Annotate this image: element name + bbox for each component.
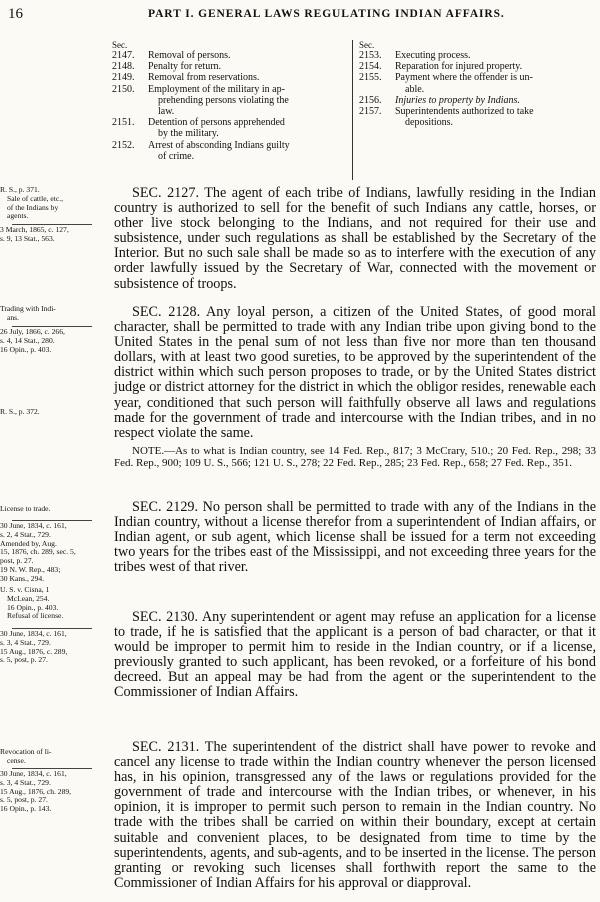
margin-citation-2127 (0, 224, 108, 244)
index-entry (112, 117, 344, 139)
margin-line: 30 June, 1834, c. 161, (0, 629, 67, 638)
index-title-line: Injuries to property by Indians. (395, 94, 520, 106)
margin-line: s. 3, 4 Stat., 729. (0, 777, 51, 787)
section-2130-text: SEC. 2130. Any superintendent or agent may refuse an application for a license to trade, if he is satisfied that the applicant is a person of bad character, or that it would be improper to permit him to reside in the Indian country, or if a license, previously granted to such applicant, has been revoked, or a forfeiture of his bond decreed. But an appeal may be had from the agent or the superintendent to the Commissioner of Indian Affairs. (114, 609, 596, 701)
margin-line: Amended by, Aug. (0, 538, 57, 548)
margin-line: of the Indians by (7, 202, 59, 212)
index-entry (359, 95, 600, 106)
index-entry (112, 50, 344, 61)
index-title-line: Reparation for injured property. (395, 61, 523, 73)
margin-line: 30 June, 1834, c. 161, (0, 521, 67, 530)
index-title-line: Executing process. (395, 50, 471, 61)
sec-label: Sec. (359, 40, 375, 50)
index-entry (112, 84, 344, 118)
margin-note-trading (0, 305, 108, 323)
index-section-title (148, 50, 344, 61)
index-title-line: law. (158, 106, 175, 118)
section-2128 (114, 305, 596, 477)
margin-citation-2131 (0, 768, 108, 814)
margin-line: 26 July, 1866, c. 266, (0, 327, 65, 336)
index-entry (359, 61, 600, 72)
margin-line: s. 4, 14 Stat., 280. (0, 335, 55, 345)
margin-line: U. S. v. Cisna, 1 (0, 585, 50, 594)
index-entry (359, 50, 600, 61)
margin-line: R. S., p. 372. (0, 407, 40, 416)
section-2127-text: SEC. 2127. The agent of each tribe of Indians, lawfully residing in the Indian country is authorized to sell for the benefit of such Indians any cattle, horses, or other live stock belonging to the Indians, and not required for their use and subsistence, under such regulations as shall be established by the Secretary of the Interior. But no such sale shall be made so as to interfere with the execution of any order lawfully issued by the Secretary of War, connected with the movement or subsistence of troops. (114, 185, 596, 292)
margin-line: s. 3, 4 Stat., 729. (0, 637, 51, 647)
index-section-number: 2151. (112, 117, 135, 129)
margin-line: s. 5, post, p. 27. (0, 795, 48, 805)
margin-citation-2128 (0, 326, 108, 354)
margin-line: Sale of cattle, etc., (7, 193, 64, 203)
margin-line: s. 5, post, p. 27. (0, 655, 48, 665)
margin-line: 16 Opin., p. 403. (7, 602, 59, 612)
index-entry (112, 61, 344, 72)
index-section-number: 2147. (112, 50, 135, 61)
section-2129 (114, 500, 596, 579)
margin-citation-2129 (0, 520, 108, 584)
index-title-line: by the military. (158, 128, 219, 140)
margin-line: agents. (7, 211, 29, 221)
section-2131-text: SEC. 2131. The superintendent of the district shall have power to revoke and cancel any license to trade within the Indian country whenever the person licensed has, in his opinion, transgressed any of the laws or regulations provided for the government of trade and intercourse with the Indian tribes, or whenever, in his opinion, it is improper to permit such person to remain in the Indian country. No trade with the tribes shall be carried on within their boundary, except at certain suitable and convenient places, to be designated from time to time by the superintendents, agents, and sub-agents, and to be inserted in the license. The person granting or revoking such licenses shall forthwith report the same to the Commissioner of Indian Affairs for his approval or diapproval. (114, 739, 596, 891)
index-section-number: 2153. (359, 50, 382, 61)
margin-line: ans. (7, 312, 20, 322)
margin-line: cense. (7, 755, 26, 765)
margin-note-rs-372 (0, 408, 108, 417)
index-entry (112, 72, 344, 83)
index-section-number: 2155. (359, 72, 382, 84)
index-section-number: 2150. (112, 83, 135, 95)
index-section-title (148, 140, 344, 162)
margin-line: s. 2, 4 Stat., 729. (0, 529, 51, 539)
index-title-line: able. (405, 83, 425, 95)
section-2131 (114, 740, 596, 895)
index-section-number: 2149. (112, 72, 135, 84)
section-index-left (112, 40, 344, 162)
margin-line: McLean, 254. (7, 593, 50, 603)
index-entry (359, 72, 600, 94)
margin-note-sale-of-cattle (0, 186, 108, 221)
section-2127 (114, 186, 596, 296)
section-2128-text: SEC. 2128. Any loyal person, a citizen of the United States, of good moral character, shall be permitted to trade with any Indian tribe upon giving bond to the United States in the penal sum of not less than five nor more than ten thousand dollars, with at least two good sureties, to be approved by the superintendent of the district within which such person proposes to trade, or by the United States district judge or district attorney for the district in which the obligor resides, renewable each year, conditioned that such person will faithfully observe all laws and regulations made for the government of trade and intercourse with the Indian tribes, and in no respect violate the same. (114, 304, 596, 441)
margin-line: 15 Aug., 1876, ch. 289, (0, 786, 72, 796)
index-section-title (395, 72, 600, 94)
section-index-right (352, 40, 600, 180)
index-title-line: Arrest of absconding Indians guilty (148, 139, 290, 151)
page-number: 16 (8, 6, 23, 22)
margin-note-revocation (0, 748, 108, 766)
margin-line: Trading with Indi- (0, 304, 56, 313)
margin-line: post, p. 27. (0, 556, 34, 566)
margin-line: 16 Opin., p. 403. (0, 344, 52, 354)
index-section-title (395, 61, 600, 72)
index-title-line: depositions. (405, 117, 454, 129)
index-section-number: 2152. (112, 139, 135, 151)
index-section-number: 2157. (359, 106, 382, 118)
index-entry (112, 140, 344, 162)
margin-line: Refusal of license. (7, 611, 64, 621)
margin-line: License to trade. (0, 504, 51, 513)
running-title: PART I. GENERAL LAWS REGULATING INDIAN AFFAIRS. (148, 8, 505, 20)
margin-line: 19 N. W. Rep., 483; (0, 564, 61, 574)
index-section-title (395, 50, 600, 61)
margin-line: 3 March, 1865, c. 127, (0, 225, 69, 234)
note-indian-country: NOTE.—As to what is Indian country, see 14 Fed. Rep., 817; 3 McCrary, 510.; 20 Fed. Rep., 298; 33 Fed. Rep., 900; 109 U. S., 566; 121 U. S., 278; 22 Fed. Rep., 285; 23 Fed. Rep., 658; 27 Fed. Rep., 351. (114, 444, 596, 470)
index-section-number: 2148. (112, 61, 135, 73)
index-section-title (148, 61, 344, 72)
section-2129-text: SEC. 2129. No person shall be permitted to trade with any of the Indians in the Indian country, without a license therefor from a superintendent of Indian affairs, or Indian agent, or sub agent, which license shall be issued for a term not exceeding two years for the tribes east of the Mississippi, and not exceeding three years for the tribes west of that river. (114, 499, 596, 576)
margin-line: 30 June, 1834, c. 161, (0, 769, 67, 778)
index-title-line: Payment where the offender is un- (395, 72, 533, 84)
margin-note-refusal (0, 586, 108, 621)
index-section-title (148, 117, 344, 139)
index-section-title (395, 95, 600, 106)
index-section-title (148, 72, 344, 83)
index-title-line: of crime. (158, 150, 195, 162)
section-2130 (114, 610, 596, 705)
margin-citation-2130 (0, 628, 108, 665)
margin-line: 30 Kans., 294. (0, 573, 45, 583)
margin-line: 15 Aug., 1876, c. 289, (0, 646, 68, 656)
margin-line: s. 9, 13 Stat., 563. (0, 233, 55, 243)
index-entry (359, 106, 600, 128)
index-section-title (395, 106, 600, 128)
index-section-title (148, 84, 344, 118)
sec-label: Sec. (112, 40, 128, 50)
margin-line: Revocation of li- (0, 747, 52, 756)
page-header (0, 6, 600, 26)
index-title-line: Removal from reservations. (148, 72, 260, 84)
margin-line: R. S., p. 371. (0, 185, 40, 194)
index-title-line: Detention of persons apprehended (148, 117, 285, 129)
index-title-line: prehending persons violating the (158, 94, 289, 106)
index-section-number: 2156. (359, 94, 382, 106)
index-title-line: Removal of persons. (148, 50, 231, 61)
margin-line: 15, 1876, ch. 289, sec. 5, (0, 547, 76, 557)
index-title-line: Employment of the military in ap- (148, 83, 285, 95)
index-title-line: Superintendents authorized to take (395, 106, 534, 118)
index-title-line: Penalty for return. (148, 61, 222, 73)
margin-line: 16 Opin., p. 143. (0, 804, 52, 814)
index-section-number: 2154. (359, 61, 382, 73)
margin-note-license (0, 505, 108, 514)
